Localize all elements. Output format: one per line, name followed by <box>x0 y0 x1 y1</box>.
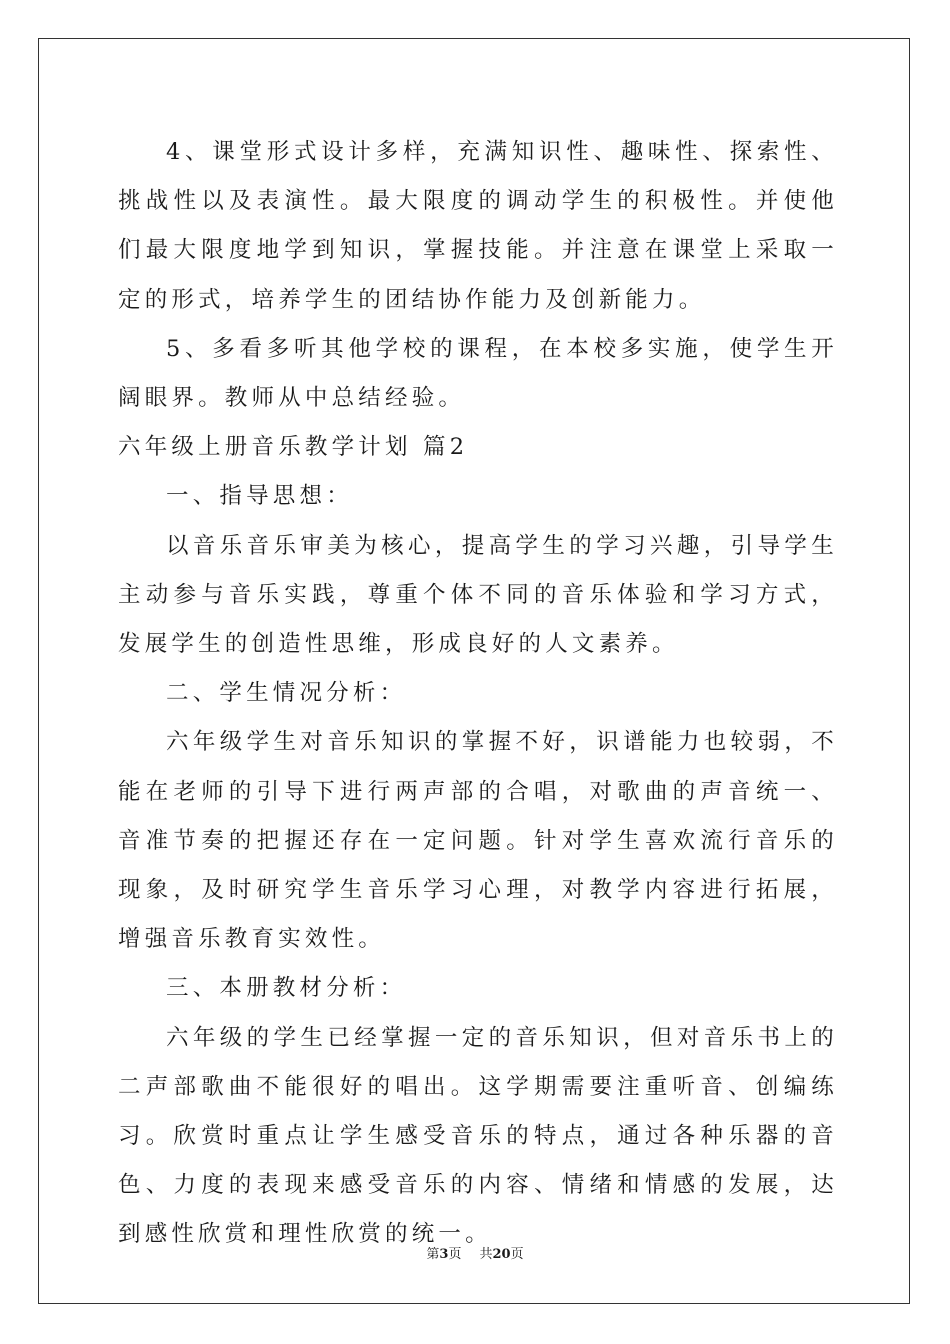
current-page-number: 3 <box>439 1247 449 1262</box>
paragraph-guiding-ideology: 以音乐音乐审美为核心，提高学生的学习兴趣，引导学生主动参与音乐实践，尊重个体不同的音乐体验和学习方式，发展学生的创造性思维，形成良好的人文素养。 <box>118 532 838 658</box>
paragraph-textbook-analysis: 六年级的学生已经掌握一定的音乐知识，但对音乐书上的二声部歌曲不能很好的唱出。这学期需要注重听音、创编练习。欣赏时重点让学生感受音乐的特点，通过各种乐器的音色、力度的表现来感受音乐的内容、情绪和情感的发展，达到感性欣赏和理性欣赏的统一。 <box>118 1024 838 1248</box>
total-pages-number: 20 <box>492 1247 511 1262</box>
section-title: 六年级上册音乐教学计划 篇2 <box>118 434 469 461</box>
paragraph-student-analysis: 六年级学生对音乐知识的掌握不好，识谱能力也较弱，不能在老师的引导下进行两声部的合唱，对歌曲的声音统一、音准节奏的把握还存在一定问题。针对学生喜欢流行音乐的现象，及时研究学生音乐学习心理，对教学内容进行拓展，增强音乐教育实效性。 <box>118 729 838 953</box>
heading-guiding-ideology: 一、指导思想： <box>166 483 353 510</box>
heading-student-analysis: 二、学生情况分析： <box>166 680 407 707</box>
paragraph-item-4: 4、课堂形式设计多样，充满知识性、趣味性、探索性、挑战性以及表演性。最大限度的调动学生的积极性。并使他们最大限度地学到知识，掌握技能。并注意在课堂上采取一定的形式，培养学生的团结协作能力及创新能力。 <box>118 139 838 313</box>
page-prefix: 第 <box>426 1247 440 1262</box>
page-suffix: 页 <box>448 1247 462 1262</box>
page-footer <box>0 1246 950 1264</box>
document-body <box>118 128 838 1260</box>
heading-textbook-analysis: 三、本册教材分析： <box>166 975 407 1002</box>
total-suffix: 页 <box>510 1247 524 1262</box>
paragraph-item-5: 5、多看多听其他学校的课程，在本校多实施，使学生开阔眼界。教师从中总结经验。 <box>118 335 838 412</box>
total-prefix: 共 <box>479 1247 493 1262</box>
